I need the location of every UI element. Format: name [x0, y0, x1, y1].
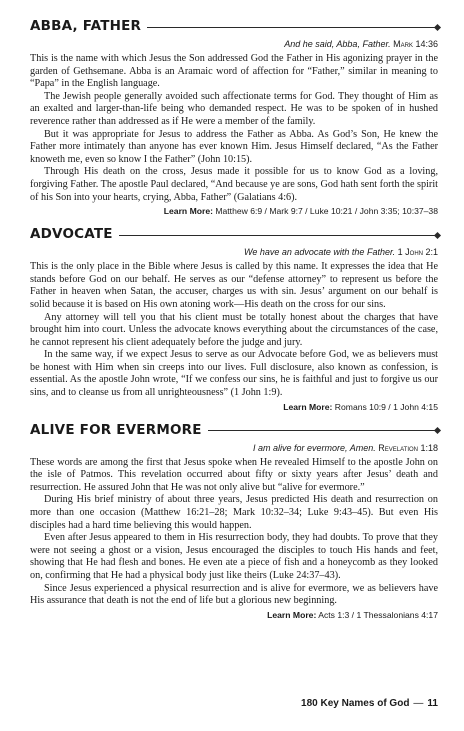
entry-paragraph: In the same way, if we expect Jesus to serve as our Advocate before God, we as believers must be honest with Him when sin creeps into our lives. Full disclosure, also known as confession, is essential. As the apostle John wrote, “If we confess our sins, he is faithful and just to forgive us our sins, and to cleanse us from all unrighteousness” (1 John 1:9).	[30, 349, 438, 399]
key-verse-ref: Revelation 1:18	[378, 442, 438, 453]
entry-abba-father	[30, 18, 438, 216]
learn-more-label: Learn More:	[267, 609, 317, 620]
entry-heading-row	[30, 18, 438, 34]
entry-paragraph: The Jewish people generally avoided such affectionate terms for God. They thought of Him as an exalted and larger-than-life being who demanded respect. He was to be spoken of in hushed reverence rather than addressed as if He were a member of the family.	[30, 90, 438, 127]
entry-paragraph: During His brief ministry of about three years, Jesus predicted His death and resurrection on more than one occasion (Matthew 16:21–28; Mark 10:32–34; Luke 9:43–45). But even His disciples had a hard time believing this would happen.	[30, 494, 438, 531]
learn-more-label: Learn More:	[283, 401, 333, 412]
learn-more-refs: Matthew 6:9 / Mark 9:7 / Luke 10:21 / John 3:35; 10:37–38	[215, 206, 438, 217]
entry-heading: ADVOCATE	[30, 226, 113, 243]
learn-more-label: Learn More:	[163, 206, 213, 217]
entry-paragraph: Through His death on the cross, Jesus made it possible for us to know God as a loving, forgiving Father. The apostle Paul declared, “And because ye are sons, God hath sent forth the spirit of his Son into your hearts, crying, Abba, Father” (Galatians 4:6).	[30, 166, 438, 203]
learn-more	[30, 610, 438, 620]
entry-heading: ALIVE FOR EVERMORE	[30, 421, 202, 438]
footer-separator: —	[413, 698, 424, 709]
learn-more	[30, 402, 438, 412]
key-verse-text: And he said, Abba, Father.	[284, 39, 391, 49]
heading-rule	[119, 235, 438, 236]
entry-advocate	[30, 226, 438, 412]
entry-heading-row	[30, 422, 438, 438]
entry-paragraph: Even after Jesus appeared to them in His resurrection body, they had doubts. To prove that they were not seeing a ghost or a vision, Jesus encouraged the disciples to touch His hands and feet, showing that He had flesh and bones. He even ate a piece of fish and a honeycomb as they looked on, confirming that He had a physical body just like theirs (Luke 24:37–43).	[30, 532, 438, 581]
key-verse	[30, 39, 438, 49]
page-footer	[301, 698, 438, 709]
entry-heading-row	[30, 226, 438, 242]
key-verse-ref: 1 John 2:1	[397, 247, 438, 258]
heading-rule	[147, 27, 438, 28]
key-verse	[30, 247, 438, 257]
learn-more-refs: Acts 1:3 / 1 Thessalonians 4:17	[318, 609, 438, 620]
footer-book-title: 180 Key Names of God	[301, 698, 410, 709]
key-verse	[30, 443, 438, 453]
entry-paragraph: This is the only place in the Bible where Jesus is called by this name. It expresses the idea that He stands before God on our behalf. He serves as our “defense attorney” to represent us before the Father in heaven when Satan, the accuser, charges us with sin. Jesus’ argument on our behalf is solid because it is based on His own atoning work—His death on the cross for our sins.	[30, 261, 438, 310]
entry-paragraph: Since Jesus experienced a physical resurrection and is alive for evermore, we as believers have His assurance that death is not the end of life but a glorious new beginning.	[30, 582, 438, 607]
entry-paragraph: These words are among the first that Jesus spoke when He revealed Himself to the apostle John on the isle of Patmos. This revelation occurred about fifty or sixty years after Jesus’ death and resurrection. He assured John that He was not only alive but “alive for evermore.”	[30, 456, 438, 493]
learn-more-refs: Romans 10:9 / 1 John 4:15	[334, 401, 438, 412]
page-number: 11	[427, 698, 438, 709]
entry-paragraph: This is the name with which Jesus the Son addressed God the Father in His agonizing prayer in the garden of Gethsemane. Abba is an Aramaic word of affection for “Father,” similar in meaning to “Papa” in the English language.	[30, 53, 438, 90]
key-verse-text: We have an advocate with the Father.	[244, 247, 396, 258]
key-verse-text: I am alive for evermore, Amen.	[253, 442, 376, 453]
learn-more	[30, 206, 438, 216]
entry-heading: ABBA, FATHER	[30, 18, 142, 34]
entry-paragraph: But it was appropriate for Jesus to address the Father as Abba. As God’s Son, He knew the Father more intimately than anyone has ever known Him. Jesus Himself declared, “As the Father knoweth me, even so know I the Father” (John 10:15).	[30, 128, 438, 165]
entry-alive-for-evermore	[30, 422, 438, 620]
entry-paragraph: Any attorney will tell you that his client must be totally honest about the charges that have brought him into court. Unless the advocate knows everything about the circumstances of the case, he cannot represent his client adequately before the judge and jury.	[30, 311, 438, 348]
heading-rule	[208, 430, 438, 431]
key-verse-ref: Mark 14:36	[393, 39, 438, 49]
